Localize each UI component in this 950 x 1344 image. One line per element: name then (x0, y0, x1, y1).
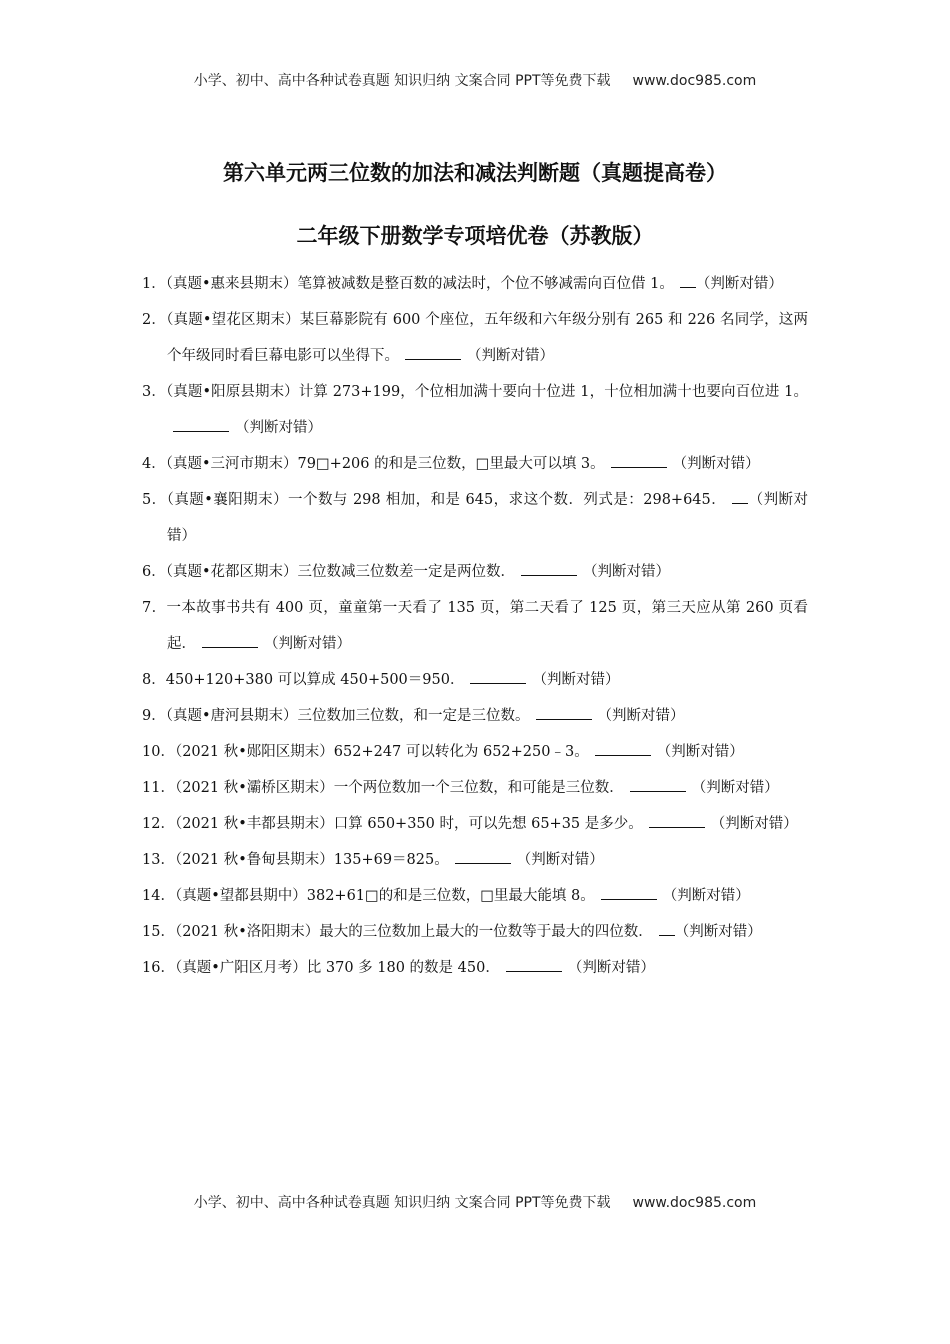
answer-blank (202, 633, 258, 648)
question-suffix: （判断对错） (516, 852, 604, 868)
question-number: 3． (142, 384, 166, 400)
question-text: （真题•惠来县期末）笔算被减数是整百数的减法时，个位不够减需向百位借 1。 (165, 276, 674, 292)
question-text: 一本故事书共有 400 页，童童第一天看了 135 页，第二天看了 125 页，第三天应从第 260 页看起． (166, 600, 808, 652)
question-number: 13． (142, 852, 175, 868)
question-number: 16． (142, 960, 175, 976)
document-title: 第六单元两三位数的加法和减法判断题（真题提高卷） (223, 161, 727, 185)
question-text: （2021 秋•鲁甸县期末）135+69＝825。 (174, 852, 449, 868)
footer-url[interactable]: www.doc985.com (632, 1195, 757, 1211)
question-text: （真题•广阳区月考）比 370 多 180 的数是 450． (174, 960, 500, 976)
question-text: （真题•阳原县期末）计算 273+199，个位相加满十要向十位进 1，十位相加满十也要向百位进 1。 (165, 384, 808, 400)
question-number: 5． (142, 492, 167, 508)
question-item (142, 770, 808, 806)
answer-blank (455, 849, 511, 864)
answer-blank (601, 885, 657, 900)
page-header (0, 70, 950, 90)
question-text: （真题•三河市期末）79□+206 的和是三位数，□里最大可以填 3。 (165, 456, 605, 472)
answer-blank (732, 489, 748, 504)
answer-blank (521, 561, 577, 576)
question-number: 9． (142, 708, 166, 724)
question-number: 4． (142, 456, 166, 472)
question-item (142, 374, 808, 446)
question-number: 8． (142, 672, 166, 688)
answer-blank (470, 669, 526, 684)
question-item (142, 950, 808, 986)
document-subtitle: 二年级下册数学专项培优卷（苏教版） (296, 224, 654, 248)
answer-blank (659, 921, 675, 936)
question-text: （2021 秋•灞桥区期末）一个两位数加一个三位数，和可能是三位数． (174, 780, 624, 796)
question-item (142, 698, 808, 734)
question-suffix: （判断对错） (691, 780, 779, 796)
question-item (142, 266, 808, 302)
question-item (142, 914, 808, 950)
question-text: （真题•望花区期末）某巨幕影院有 600 个座位，五年级和六年级分别有 265 和 226 名同学，这两个年级同时看巨幕电影可以坐得下。 (166, 312, 808, 364)
question-item (142, 590, 808, 662)
question-number: 7． (142, 600, 167, 616)
question-item (142, 662, 808, 698)
question-number: 11． (142, 780, 175, 796)
answer-blank (611, 453, 667, 468)
question-item (142, 554, 808, 590)
answer-blank (173, 417, 229, 432)
question-list (142, 266, 808, 986)
question-number: 10． (142, 744, 175, 760)
answer-blank (649, 813, 705, 828)
question-text: （真题•襄阳期末）一个数与 298 相加，和是 645，求这个数．列式是：298+645． (166, 492, 727, 508)
question-number: 15． (142, 924, 175, 940)
question-suffix: （判断对错） (674, 924, 762, 940)
answer-blank (405, 345, 461, 360)
question-number: 12． (142, 816, 175, 832)
question-suffix: （判断对错） (264, 636, 351, 652)
question-suffix: （判断对错） (583, 564, 671, 580)
question-item (142, 806, 808, 842)
question-text: （真题•花都区期末）三位数减三位数差一定是两位数． (165, 564, 516, 580)
answer-blank (506, 957, 562, 972)
question-item (142, 842, 808, 878)
header-url[interactable]: www.doc985.com (632, 73, 757, 89)
question-text: （真题•唐河县期末）三位数加三位数，和一定是三位数。 (165, 708, 530, 724)
question-suffix: （判断对错） (662, 888, 750, 904)
question-suffix: （判断对错） (672, 456, 760, 472)
question-item (142, 446, 808, 482)
question-number: 6． (142, 564, 166, 580)
header-text: 小学、初中、高中各种试卷真题 知识归纳 文案合同 PPT等免费下载 (193, 73, 611, 89)
question-suffix: （判断对错） (597, 708, 685, 724)
question-item (142, 878, 808, 914)
answer-blank (536, 705, 592, 720)
question-number: 1． (142, 276, 166, 292)
question-number: 14． (142, 888, 175, 904)
question-text: 450+120+380 可以算成 450+500＝950． (165, 672, 465, 688)
question-number: 2． (142, 312, 167, 328)
question-item (142, 734, 808, 770)
answer-blank (595, 741, 651, 756)
question-suffix: （判断对错） (235, 420, 322, 436)
question-suffix: （判断对错） (710, 816, 798, 832)
page-footer (0, 1192, 950, 1212)
question-suffix: （判断对错） (695, 276, 783, 292)
question-suffix: （判断对错） (467, 348, 554, 364)
question-text: （2021 秋•丰都县期末）口算 650+350 时，可以先想 65+35 是多少。 (174, 816, 643, 832)
answer-blank (630, 777, 686, 792)
question-suffix: （判断对错） (656, 744, 744, 760)
question-item (142, 482, 808, 554)
question-text: （2021 秋•洛阳期末）最大的三位数加上最大的一位数等于最大的四位数． (174, 924, 653, 940)
question-suffix: （判断对错） (532, 672, 620, 688)
answer-blank (680, 273, 696, 288)
question-item (142, 302, 808, 374)
footer-text: 小学、初中、高中各种试卷真题 知识归纳 文案合同 PPT等免费下载 (193, 1195, 611, 1211)
question-suffix: （判断对错） (567, 960, 655, 976)
question-text: （2021 秋•郧阳区期末）652+247 可以转化为 652+250﹣3。 (174, 744, 589, 760)
question-text: （真题•望都县期中）382+61□的和是三位数，□里最大能填 8。 (174, 888, 595, 904)
question-suffix: （判断对错） (167, 492, 808, 544)
